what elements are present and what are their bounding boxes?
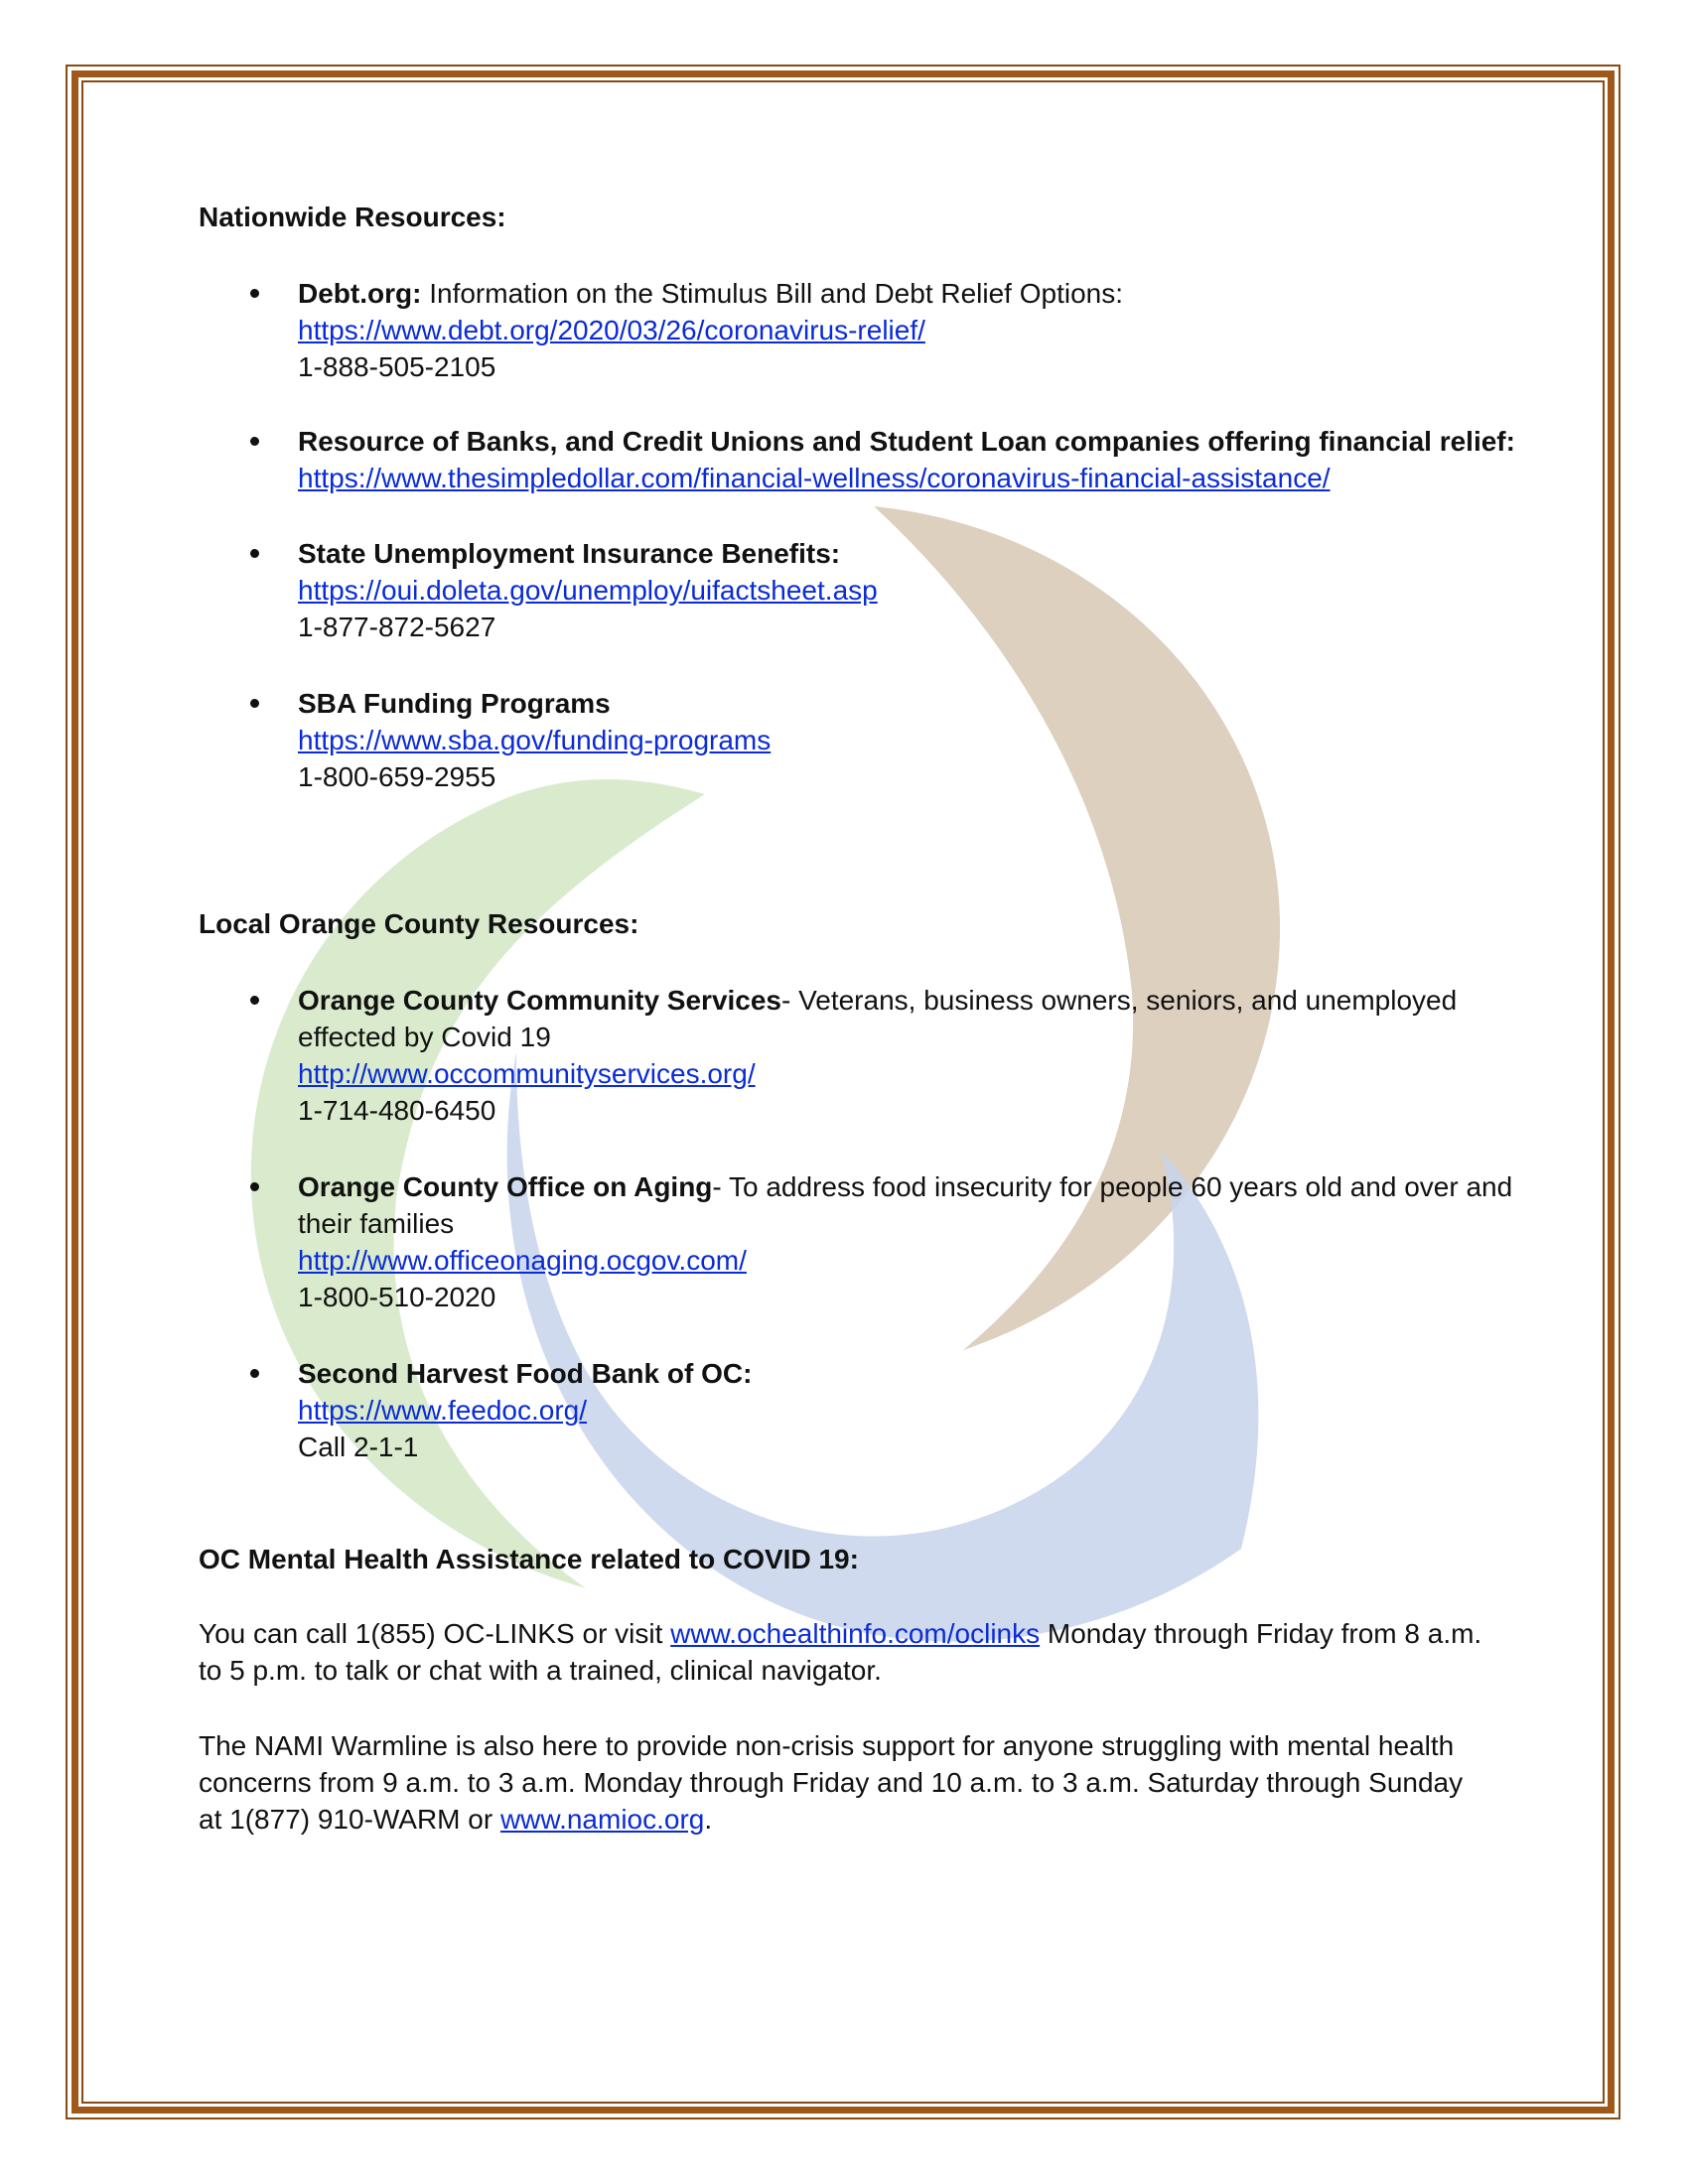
nationwide-heading: Nationwide Resources:	[199, 202, 506, 232]
list-item	[298, 685, 1489, 795]
item-description: - Veterans, business owners, seniors, and unemployed	[781, 985, 1458, 1016]
paragraph-text: at 1(877) 910-WARM or	[199, 1804, 500, 1835]
item-description-line2: effected by Covid 19	[298, 1022, 551, 1052]
bullet-icon	[250, 699, 259, 708]
item-title: Debt.org:	[298, 278, 422, 309]
bullet-icon	[250, 549, 259, 558]
paragraph-text: You can call 1(855) OC-LINKS or visit	[199, 1618, 671, 1649]
item-link[interactable]: https://www.feedoc.org/	[298, 1395, 588, 1426]
item-description: - To address food insecurity for people 60 years old and over and	[712, 1171, 1513, 1202]
item-link[interactable]: https://www.thesimpledollar.com/financial-wellness/coronavirus-financial-assistance/	[298, 463, 1331, 493]
item-title: Orange County Office on Aging	[298, 1171, 713, 1202]
paragraph-text: to 5 p.m. to talk or chat with a trained, clinical navigator.	[199, 1655, 882, 1686]
nami-paragraph	[199, 1727, 1519, 1838]
paragraph-text: The NAMI Warmline is also here to provide non-crisis support for anyone struggling with mental health	[199, 1730, 1455, 1761]
item-title: Orange County Community Services	[298, 985, 782, 1016]
paragraph-text: Monday through Friday from 8 a.m.	[1040, 1618, 1482, 1649]
item-phone: Call 2-1-1	[298, 1432, 419, 1462]
paragraph-text: .	[704, 1804, 713, 1835]
oc-links-paragraph	[199, 1615, 1519, 1689]
list-item	[298, 1355, 1489, 1465]
list-item	[298, 423, 1515, 496]
bullet-icon	[250, 437, 259, 446]
item-phone: 1-714-480-6450	[298, 1095, 496, 1126]
list-item	[298, 275, 1489, 385]
bullet-icon	[250, 289, 259, 298]
oclinks-link[interactable]: www.ochealthinfo.com/oclinks	[670, 1618, 1041, 1649]
bullet-icon	[250, 1369, 259, 1378]
item-phone: 1-800-510-2020	[298, 1282, 496, 1312]
item-link[interactable]: http://www.occommunityservices.org/	[298, 1058, 756, 1089]
item-phone: 1-888-505-2105	[298, 351, 496, 382]
bullet-icon	[250, 996, 259, 1005]
namioc-link[interactable]: www.namioc.org	[499, 1804, 705, 1835]
list-item	[298, 535, 1489, 645]
item-title: SBA Funding Programs	[298, 688, 611, 719]
bullet-icon	[250, 1182, 259, 1191]
item-description: Information on the Stimulus Bill and Debt Relief Options:	[421, 278, 1124, 309]
item-link[interactable]: https://www.sba.gov/funding-programs	[298, 725, 772, 755]
item-link[interactable]: https://www.debt.org/2020/03/26/coronavirus-relief/	[298, 315, 925, 345]
item-title: State Unemployment Insurance Benefits:	[298, 538, 841, 569]
mental-health-heading: OC Mental Health Assistance related to COVID 19:	[199, 1544, 859, 1574]
item-description-line2: their families	[298, 1208, 455, 1239]
item-link[interactable]: https://oui.doleta.gov/unemploy/uifactsheet.asp	[298, 575, 878, 606]
list-item	[298, 1168, 1513, 1315]
paragraph-text: concerns from 9 a.m. to 3 a.m. Monday through Friday and 10 a.m. to 3 a.m. Saturday through Sunday	[199, 1767, 1464, 1798]
item-phone: 1-877-872-5627	[298, 612, 496, 642]
local-heading: Local Orange County Resources:	[199, 908, 639, 939]
list-item	[298, 982, 1489, 1129]
item-title: Resource of Banks, and Credit Unions and Student Loan companies offering financial relief:	[298, 426, 1515, 457]
item-phone: 1-800-659-2955	[298, 761, 496, 792]
item-title: Second Harvest Food Bank of OC:	[298, 1358, 753, 1389]
item-link[interactable]: http://www.officeonaging.ocgov.com/	[298, 1245, 747, 1276]
